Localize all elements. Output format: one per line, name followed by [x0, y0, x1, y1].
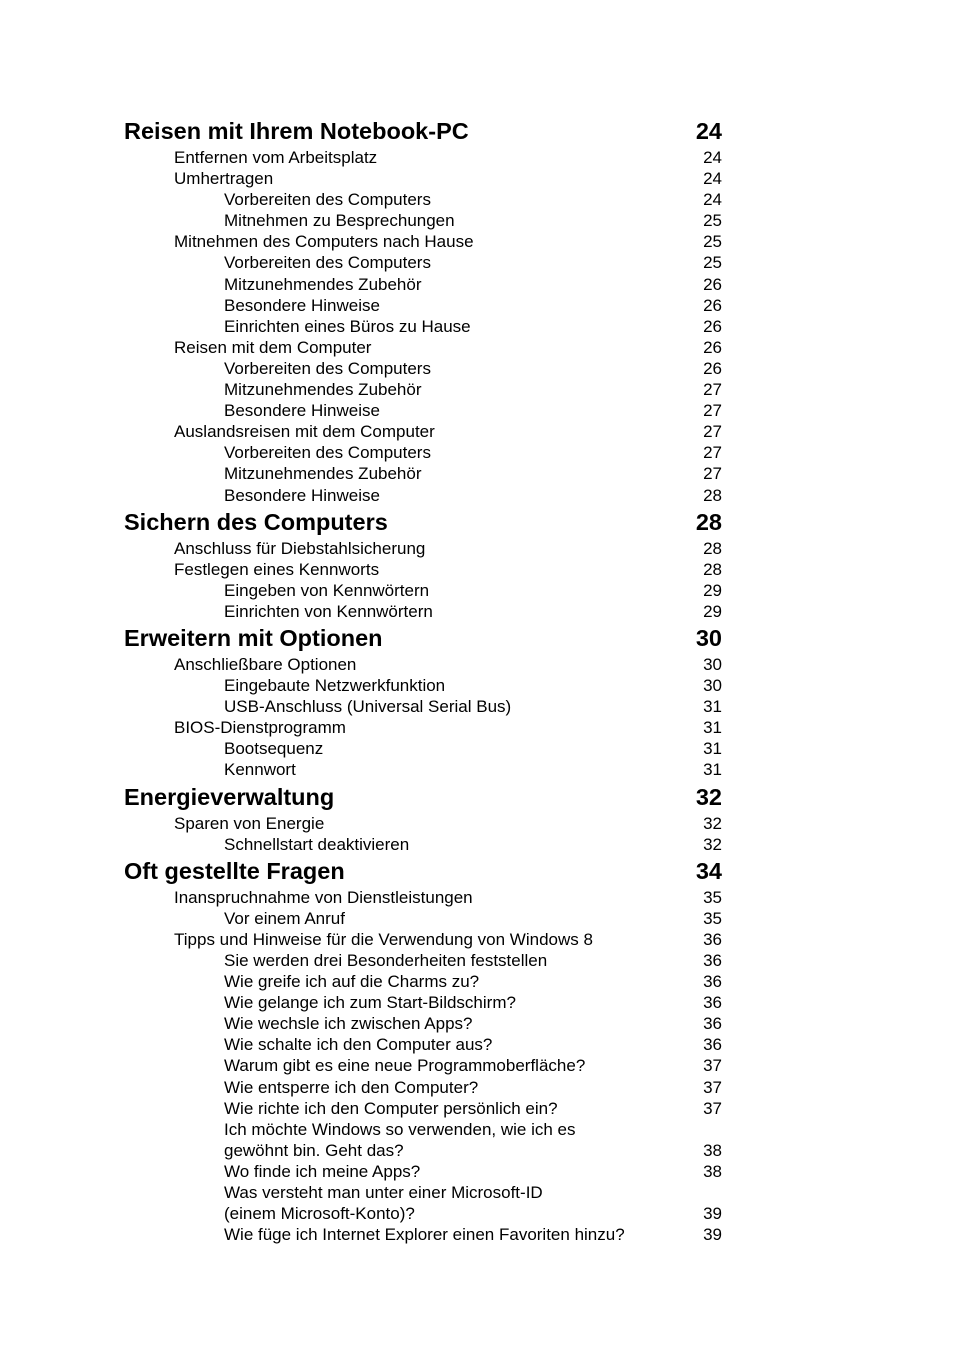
toc-section-row[interactable]: [124, 654, 722, 675]
toc-page-number: 28: [703, 538, 722, 558]
toc-entry-title: Kennwort: [224, 760, 296, 780]
toc-page-number: 26: [703, 337, 722, 357]
toc-page-number: 30: [703, 654, 722, 674]
toc-chapter-row[interactable]: [124, 117, 722, 147]
toc-entry-title: Vorbereiten des Computers: [224, 443, 431, 463]
toc-page-number: 26: [703, 295, 722, 315]
toc-entry-title-line: gewöhnt bin. Geht das?: [224, 1140, 404, 1160]
toc-entry-title: Besondere Hinweise: [224, 401, 380, 421]
toc-section-row[interactable]: [124, 717, 722, 738]
toc-entry-title: Oft gestellte Fragen: [124, 857, 345, 884]
toc-entry-title: Eingebaute Netzwerkfunktion: [224, 676, 446, 696]
toc-entry-title: Vorbereiten des Computers: [224, 253, 431, 273]
toc-subsection-row[interactable]: [124, 295, 722, 316]
toc-entry-title: Wo finde ich meine Apps?: [224, 1161, 421, 1181]
toc-page-number: 26: [703, 358, 722, 378]
toc-page-number: 28: [703, 559, 722, 579]
toc-page-number: 25: [703, 232, 722, 252]
toc-entry-title: Erweitern mit Optionen: [124, 624, 383, 651]
toc-subsection-row[interactable]: [124, 252, 722, 273]
toc-entry-title: Reisen mit dem Computer: [174, 337, 372, 357]
toc-page-number: 27: [703, 422, 722, 442]
toc-subsection-row[interactable]: [124, 738, 722, 759]
toc-entry-title: Vor einem Anruf: [224, 908, 345, 928]
toc-entry-title: BIOS-Dienstprogramm: [174, 718, 346, 738]
toc-subsection-row[interactable]: [124, 442, 722, 463]
toc-entry-title: Festlegen eines Kennworts: [174, 559, 380, 579]
toc-section-row[interactable]: [124, 538, 722, 559]
toc-entry-title: Auslandsreisen mit dem Computer: [174, 422, 435, 442]
toc-page-number: 32: [703, 834, 722, 854]
toc-page-number: 36: [703, 993, 722, 1013]
toc-subsection-row[interactable]: [124, 379, 722, 400]
toc-page-number: 35: [703, 887, 722, 907]
toc-subsection-row[interactable]: [124, 992, 722, 1013]
toc-page-number: 24: [703, 190, 722, 210]
toc-entry-title: Besondere Hinweise: [224, 485, 380, 505]
toc-subsection-row[interactable]: [124, 485, 722, 506]
toc-page-number: 31: [703, 718, 722, 738]
toc-entry-title: Sie werden drei Besonderheiten feststellen: [224, 951, 548, 970]
toc-entry-title: Schnellstart deaktivieren: [224, 834, 410, 854]
toc-subsection-row[interactable]: [124, 601, 722, 622]
toc-subsection-row[interactable]: [124, 834, 722, 855]
toc-entry-title: Wie wechsle ich zwischen Apps?: [224, 1014, 473, 1034]
toc-entry-title: Wie füge ich Internet Explorer einen Favoriten hinzu?: [224, 1225, 625, 1245]
toc-page-number: 36: [703, 1035, 722, 1055]
toc-chapter-row[interactable]: [124, 624, 722, 654]
toc-entry-title: Anschließbare Optionen: [174, 654, 357, 674]
toc-entry-title: Mitnehmen zu Besprechungen: [224, 211, 455, 231]
toc-page-number: 36: [703, 929, 722, 949]
toc-section-row[interactable]: [124, 168, 722, 189]
toc-entry-title: USB-Anschluss (Universal Serial Bus): [224, 697, 512, 717]
toc-subsection-row[interactable]: [124, 971, 722, 992]
toc-subsection-row[interactable]: [124, 1161, 722, 1182]
toc-subsection-row[interactable]: [124, 463, 722, 484]
toc-subsection-row[interactable]: [124, 1055, 722, 1076]
toc-entry-title: Vorbereiten des Computers: [224, 190, 431, 210]
toc-entry-title: [124, 1119, 576, 1161]
toc-subsection-row[interactable]: [124, 316, 722, 337]
table-of-contents: [124, 117, 722, 1245]
toc-page-number: 37: [703, 1056, 722, 1076]
toc-page-number: 36: [703, 951, 722, 970]
toc-entry-title: Wie schalte ich den Computer aus?: [224, 1035, 493, 1055]
toc-section-row[interactable]: [124, 813, 722, 834]
toc-subsection-row[interactable]: [124, 580, 722, 601]
toc-page-number: 27: [703, 443, 722, 463]
toc-chapter-row[interactable]: [124, 857, 722, 887]
toc-entry-title-line: (einem Microsoft-Konto)?: [224, 1204, 415, 1224]
toc-page-number: 25: [703, 253, 722, 273]
toc-section-row[interactable]: [124, 337, 722, 358]
toc-subsection-row[interactable]: [124, 1013, 722, 1034]
toc-page-number: 38: [703, 1140, 722, 1160]
toc-entry-title: Sichern des Computers: [124, 508, 388, 535]
toc-entry-title: Wie richte ich den Computer persönlich ein?: [224, 1098, 558, 1118]
toc-page-number: 37: [703, 1077, 722, 1097]
toc-subsection-row[interactable]: [124, 1119, 722, 1161]
toc-page-number: 27: [703, 464, 722, 484]
toc-page-number: 36: [703, 1014, 722, 1034]
toc-page-number: 28: [695, 508, 722, 535]
toc-page-number: 35: [703, 908, 722, 928]
toc-entry-title: Anschluss für Diebstahlsicherung: [174, 538, 426, 558]
toc-entry-title: Besondere Hinweise: [224, 295, 380, 315]
toc-subsection-row[interactable]: [124, 950, 722, 971]
toc-entry-title: Mitzunehmendes Zubehör: [224, 380, 422, 400]
toc-page-number: 27: [703, 380, 722, 400]
toc-subsection-row[interactable]: [124, 1077, 722, 1098]
toc-entry-title: Mitnehmen des Computers nach Hause: [174, 232, 474, 252]
toc-page-number: 24: [703, 169, 722, 189]
toc-subsection-row[interactable]: [124, 908, 722, 929]
toc-entry-title: Einrichten von Kennwörtern: [224, 601, 433, 621]
toc-page-number: 30: [703, 676, 722, 696]
toc-subsection-row[interactable]: [124, 1224, 722, 1245]
toc-entry-title: Mitzunehmendes Zubehör: [224, 464, 422, 484]
toc-page-number: 27: [703, 401, 722, 421]
toc-page-number: 31: [703, 760, 722, 780]
toc-page-number: 26: [703, 316, 722, 336]
toc-page-number: 29: [703, 580, 722, 600]
toc-entry-title: Entfernen vom Arbeitsplatz: [174, 148, 378, 167]
toc-entry-title: Eingeben von Kennwörtern: [224, 580, 430, 600]
toc-page-number: 32: [703, 813, 722, 833]
toc-page-number: 26: [703, 274, 722, 294]
toc-section-row[interactable]: [124, 421, 722, 442]
toc-page-number: 39: [703, 1225, 722, 1245]
toc-section-row[interactable]: [124, 559, 722, 580]
toc-page-number: 29: [703, 601, 722, 621]
toc-subsection-row[interactable]: [124, 1034, 722, 1055]
toc-subsection-row[interactable]: [124, 210, 722, 231]
toc-entry-title: Wie gelange ich zum Start-Bildschirm?: [224, 993, 516, 1013]
toc-page-number: 38: [703, 1161, 722, 1181]
toc-section-row[interactable]: [124, 231, 722, 252]
toc-page-number: 24: [695, 118, 722, 144]
toc-page-number: 34: [695, 857, 722, 884]
toc-subsection-row[interactable]: [124, 400, 722, 421]
toc-chapter-row[interactable]: [124, 508, 722, 538]
toc-subsection-row[interactable]: [124, 189, 722, 210]
toc-page-number: 36: [703, 972, 722, 992]
toc-subsection-row[interactable]: [124, 274, 722, 295]
toc-entry-title: Tipps und Hinweise für die Verwendung von Windows 8: [174, 929, 593, 949]
toc-page-number: 28: [703, 485, 722, 505]
toc-entry-title-line: Was versteht man unter einer Microsoft-ID: [224, 1183, 543, 1203]
toc-entry-title: Reisen mit Ihrem Notebook-PC: [124, 118, 469, 144]
toc-entry-title: Bootsequenz: [224, 739, 324, 759]
toc-entry-title: Umhertragen: [174, 169, 274, 189]
toc-entry-title: Mitzunehmendes Zubehör: [224, 274, 422, 294]
toc-chapter-row[interactable]: [124, 783, 722, 813]
toc-page-number: 32: [695, 783, 722, 810]
toc-section-row[interactable]: [124, 887, 722, 908]
toc-entry-title: Inanspruchnahme von Dienstleistungen: [174, 887, 473, 907]
toc-subsection-row[interactable]: [124, 1182, 722, 1224]
toc-page-number: 39: [703, 1204, 722, 1224]
toc-entry-title-line: Ich möchte Windows so verwenden, wie ich es: [224, 1119, 576, 1139]
toc-page-number: 25: [703, 211, 722, 231]
toc-subsection-row[interactable]: [124, 759, 722, 780]
toc-entry-title: Wie greife ich auf die Charms zu?: [224, 972, 480, 992]
toc-entry-title: Einrichten eines Büros zu Hause: [224, 316, 471, 336]
toc-subsection-row[interactable]: [124, 358, 722, 379]
toc-entry-title: [124, 1182, 543, 1224]
toc-section-row[interactable]: [124, 147, 722, 168]
toc-page-number: 31: [703, 697, 722, 717]
toc-entry-title: Vorbereiten des Computers: [224, 358, 431, 378]
toc-page-number: 31: [703, 739, 722, 759]
toc-page-number: 30: [695, 624, 722, 651]
toc-subsection-row[interactable]: [124, 696, 722, 717]
toc-section-row[interactable]: [124, 929, 722, 950]
toc-entry-title: Warum gibt es eine neue Programmoberfläche?: [224, 1056, 586, 1076]
toc-entry-title: Energieverwaltung: [124, 783, 335, 810]
toc-subsection-row[interactable]: [124, 1098, 722, 1119]
toc-entry-title: Sparen von Energie: [174, 813, 325, 833]
toc-subsection-row[interactable]: [124, 675, 722, 696]
toc-page-number: 24: [703, 148, 722, 167]
toc-page-number: 37: [703, 1098, 722, 1118]
toc-entry-title: Wie entsperre ich den Computer?: [224, 1077, 479, 1097]
